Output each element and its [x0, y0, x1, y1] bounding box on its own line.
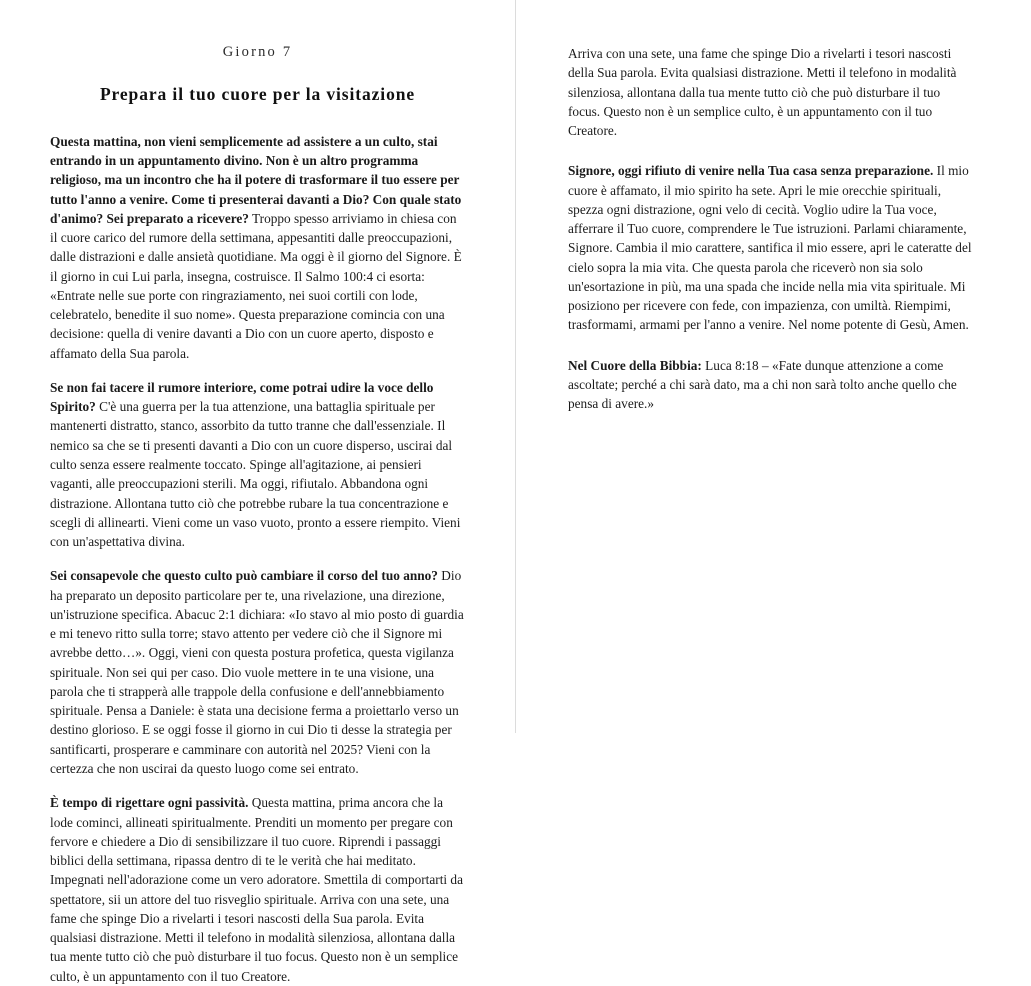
prayer-paragraph	[568, 161, 974, 334]
left-column	[0, 0, 515, 984]
page-title: Prepara il tuo cuore per la visitazione	[99, 84, 416, 104]
paragraph	[50, 132, 465, 363]
paragraph-text: Questa mattina, prima ancora che la lode cominci, allineati spiritualmente. Prenditi un momento per pregare con fervore e chiedere a Dio di sensibilizzare il tuo cuore. Riprendi i passaggi biblici della settimana, ripassa dentro di te le verità che hai meditato. Impegnati nell'adorazione come un vero adoratore. Smettila di comportarti da spettatore, sii un attore del tuo risveglio spirituale. Arriva con una sete, una fame che spinge Dio a rivelarti i tesori nascosti della Sua parola. Evita qualsiasi distrazione. Metti il telefono in modalità silenziosa, allontana dalla tua mente tutto ciò che può disturbare il tuo focus. Questo non è un semplice culto, è un appuntamento con il tuo Creatore.	[50, 795, 463, 984]
paragraph-lead: È tempo di rigettare ogni passività.	[50, 795, 249, 811]
right-column	[515, 0, 1030, 733]
scripture-lead: Nel Cuore della Bibbia:	[568, 357, 702, 373]
paragraph-text: Troppo spesso arriviamo in chiesa con il cuore carico del rumore della settimana, appesantiti dalle preoccupazioni, dalle distrazioni e dalle ansietà quotidiane. Ma oggi è il giorno del Signore. È il giorno in cui Lui parla, insegna, costruisce. Il Salmo 100:4 ci esorta: «Entrate nelle sue porte con ringraziamento, nei suoi cortili con lode, celebratelo, benedite il suo nome». Questa preparazione comincia con una decisione: quella di venire davanti a Dio con un cuore aperto, disposto e affamato della Sua parola.	[50, 210, 462, 361]
paragraph	[50, 566, 465, 778]
paragraph-lead: Questa mattina, non vieni semplicemente ad assistere a un culto, stai entrando in un appuntamento divino. Non è un altro programma religioso, ma un incontro che ha il potere di trasformare il tuo essere per tutto l'anno a venire. Come ti presenterai davanti a Dio? Con quale stato d'animo? Sei preparato a ricevere?	[50, 133, 462, 226]
day-label: Giorno 7	[222, 44, 293, 60]
paragraph-text: C'è una guerra per la tua attenzione, una battaglia spirituale per mantenerti distratto, stanco, assorbito da tutto tranne che dall'essenziale. Il nemico sa che se ti presenti davanti a Dio con un cuore disperso, uscirai dal culto senza essere realmente toccato. Spinge all'agitazione, ai pensieri vaganti, alle preoccupazioni sterili. Ma oggi, rifiutalo. Abbandona ogni distrazione. Allontana tutto ciò che potrebbe rubare la tua concentrazione e scegli di allinearti. Vieni come un vaso vuoto, pronto a essere riempito. Vieni con un'aspettativa divina.	[50, 399, 461, 550]
scripture-paragraph	[568, 356, 974, 414]
paragraph	[568, 44, 974, 140]
paragraph-lead: Signore, oggi rifiuto di venire nella Tua casa senza preparazione.	[568, 163, 934, 179]
paragraph-text: Arriva con una sete, una fame che spinge Dio a rivelarti i tesori nascosti della Sua parola. Evita qualsiasi distrazione. Metti il telefono in modalità silenziosa, allontana dalla tua mente tutto ciò che può disturbare il tuo focus. Questo non è un semplice culto, è un appuntamento con il tuo Creatore.	[568, 46, 957, 139]
paragraph	[50, 793, 465, 986]
paragraph	[50, 378, 465, 551]
scripture-text: Luca 8:18 – «Fate dunque attenzione a come ascoltate; perché a chi sarà dato, ma a chi non sarà tolto anche quello che pensa di avere.»	[568, 357, 957, 412]
paragraph-lead: Sei consapevole che questo culto può cambiare il corso del tuo anno?	[50, 568, 438, 584]
paragraph-text: Dio ha preparato un deposito particolare per te, una rivelazione, una direzione, un'istruzione specifica. Abacuc 2:1 dichiara: «Io stavo al mio posto di guardia e mi tenevo ritto sulla torre; stavo attento per vedere ciò che il Signore mi avrebbe detto…». Oggi, vieni con questa postura profetica, questa vigilanza spirituale. Non sei qui per caso. Dio vuole mettere in te una visione, una parola che ti strapperà alle trappole della confusione e dell'annebbiamento spirituale. Pensa a Daniele: è stata una decisione ferma a proiettarlo verso un destino glorioso. E se oggi fosse il giorno in cui Dio ti desse la strategia per santificarti, prosperare e camminare con autorità nel 2025? Vieni con la certezza che non uscirai da questo luogo come sei entrato.	[50, 568, 464, 776]
paragraph-lead: Se non fai tacere il rumore interiore, come potrai udire la voce dello Spirito?	[50, 379, 434, 415]
paragraph-text: Il mio cuore è affamato, il mio spirito ha sete. Apri le mie orecchie spirituali, spezza ogni distrazione, ogni velo di cecità. Voglio udire la Tua voce, afferrare il Tuo cuore, comprendere le Tue istruzioni. Parlami chiaramente, Signore. Cambia il mio carattere, santifica il mio essere, apri le cateratte del cielo sopra la mia vita. Che questa parola che riceverò non sia solo un'esortazione in più, ma una spada che incide nella mia vita spirituale. Mi posiziono per ricevere con fede, con impazienza, con umiltà. Riempimi, trasformami, armami per l'anno a venire. Nel nome potente di Gesù, Amen.	[568, 163, 972, 333]
